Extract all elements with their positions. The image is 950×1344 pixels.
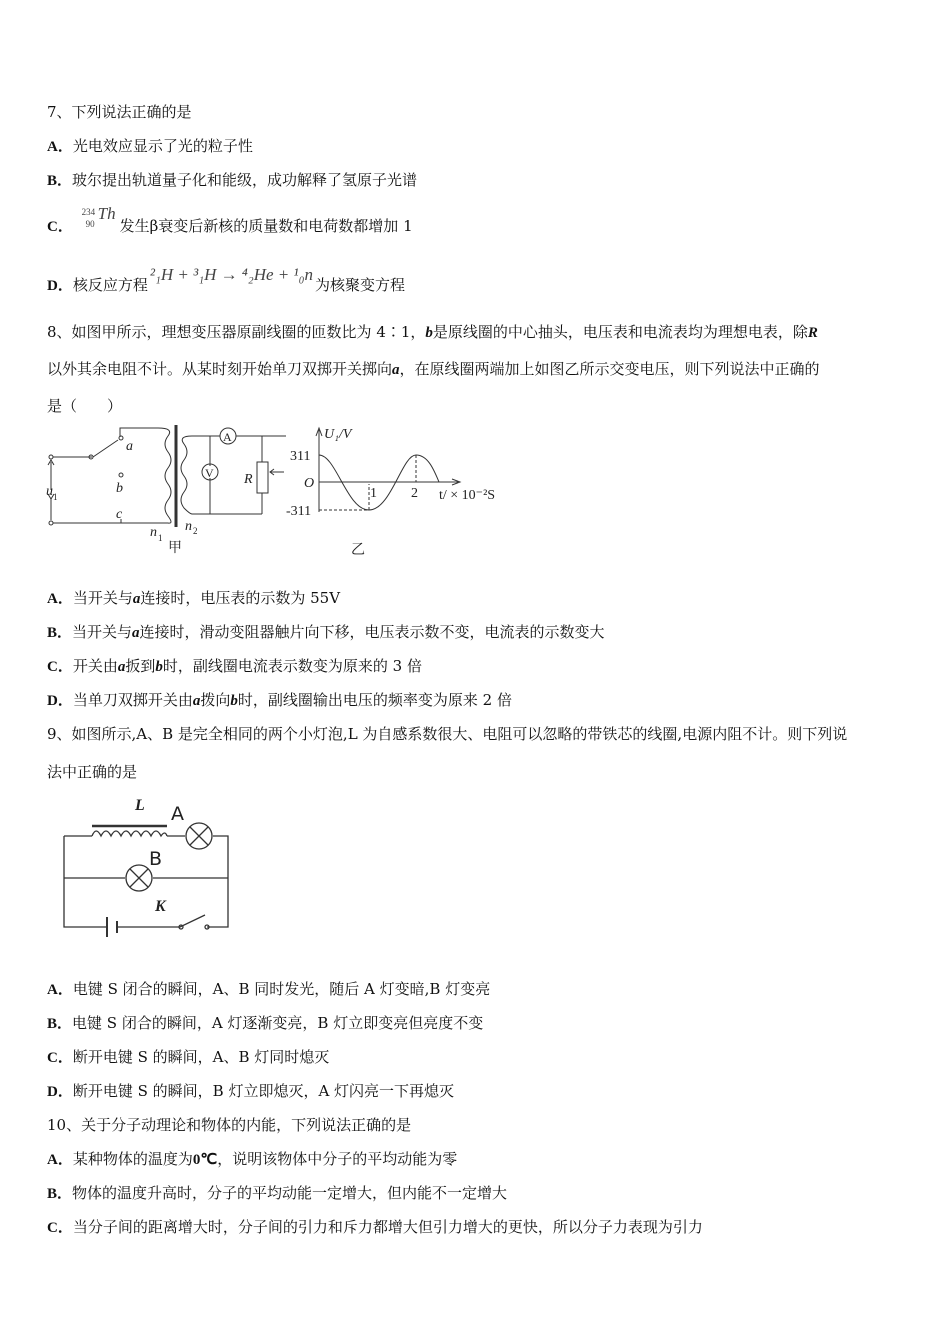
var: b xyxy=(230,693,238,709)
var: a xyxy=(132,591,141,607)
text: 连接时，滑动变阻器触片向下移，电压表示数不变，电流表的示数变大 xyxy=(139,623,605,641)
voltage-graph xyxy=(286,427,495,519)
option-letter: D． xyxy=(47,1084,73,1100)
caption-jia: 甲 xyxy=(168,541,182,556)
caption-yi: 乙 xyxy=(351,543,365,558)
thorium-nuclide xyxy=(78,204,120,236)
q8-option-a xyxy=(47,588,340,609)
q9-option-b xyxy=(47,1013,483,1034)
option-text: 核反应方程 xyxy=(72,276,148,294)
text: 连接时，电压表的示数为 55V xyxy=(140,589,341,607)
text: 当单刀双掷开关由 xyxy=(72,691,193,709)
text: 8、如图甲所示，理想变压器原副线圈的匝数比为 4∶1， xyxy=(47,323,426,341)
option-letter: A． xyxy=(47,139,73,155)
q8-stem-line1 xyxy=(47,322,818,343)
y-max-label: 311 xyxy=(290,449,311,464)
var: a xyxy=(117,659,126,675)
text: 开关由 xyxy=(72,657,118,675)
option-letter: C． xyxy=(47,1050,73,1066)
label-n2-sub: 2 xyxy=(193,526,198,536)
q10-option-c xyxy=(47,1217,703,1238)
option-text: 当分子间的距离增大时，分子间的引力和斥力都增大但引力增大的更快，所以分子力表现为引力 xyxy=(72,1218,703,1236)
q8-figure xyxy=(40,420,520,560)
inductor-coil xyxy=(92,831,167,836)
var: a xyxy=(132,625,140,641)
option-letter: C． xyxy=(47,659,73,675)
label-n2: n xyxy=(185,519,192,534)
option-letter: B． xyxy=(47,625,73,641)
option-letter: A． xyxy=(47,982,73,998)
origin-label: O xyxy=(304,476,315,491)
q7-option-d xyxy=(47,265,406,296)
q7-option-a xyxy=(47,136,253,157)
text: 某种物体的温度为 xyxy=(72,1150,193,1168)
q8-stem-line3: 是（ ） xyxy=(47,397,123,415)
text: 当开关与 xyxy=(72,623,133,641)
label-c: c xyxy=(116,507,123,522)
label-u1-sub: 1 xyxy=(53,492,58,502)
text: 时，副线圈输出电压的频率变为原来 2 倍 xyxy=(237,691,512,709)
option-letter: D． xyxy=(47,278,73,294)
option-letter: B． xyxy=(47,173,73,189)
option-text: 电键 S 闭合的瞬间，A、B 同时发光，随后 A 灯变暗,B 灯变亮 xyxy=(72,980,491,998)
label-n1: n xyxy=(150,525,157,540)
text: ，在原线圈两端加上如图乙所示交变电压，则下列说法中正确的 xyxy=(399,360,820,378)
q10-option-b xyxy=(47,1183,507,1204)
option-letter: C． xyxy=(47,219,73,235)
option-text: 断开电键 S 的瞬间，B 灯立即熄灭，A 灯闪亮一下再熄灭 xyxy=(72,1082,455,1100)
element-symbol: Th xyxy=(97,204,116,223)
label-u1: u xyxy=(46,484,53,499)
q10-stem: 10、关于分子动理论和物体的内能，下列说法正确的是 xyxy=(47,1116,412,1134)
text: 时，副线圈电流表示数变为原来的 3 倍 xyxy=(162,657,422,675)
option-letter: B． xyxy=(47,1016,73,1032)
label-l: L xyxy=(135,797,145,814)
q9-stem-line1: 9、如图所示,A、B 是完全相同的两个小灯泡,L 为自感系数很大、电阻可以忽略的带铁芯的线圈,电源内阻不计。则下列说 xyxy=(47,725,848,743)
value: 0℃ xyxy=(192,1152,218,1168)
q8-option-c xyxy=(47,656,422,677)
option-text: 为核聚变方程 xyxy=(315,276,406,294)
y-axis-label: U₁/V xyxy=(324,427,352,442)
q9-option-a xyxy=(47,979,490,1000)
q10-option-a xyxy=(47,1149,457,1170)
option-text: 光电效应显示了光的粒子性 xyxy=(72,137,253,155)
nuclear-equation: ²₁H + ³₁H → ⁴₂He + ¹₀n xyxy=(149,265,314,284)
label-n1-sub: 1 xyxy=(158,533,163,543)
label-a: a xyxy=(126,439,133,454)
label-b: B xyxy=(149,848,163,870)
q7-stem: 7、下列说法正确的是 xyxy=(47,103,192,121)
var: R xyxy=(807,325,818,341)
x-axis-label: t/ × 10⁻²S xyxy=(439,488,496,503)
voltmeter-icon: V xyxy=(205,466,214,480)
q9-option-c xyxy=(47,1047,329,1068)
label-b: b xyxy=(116,481,123,496)
mass-number: 234 xyxy=(81,207,96,217)
text: 当开关与 xyxy=(72,589,133,607)
q9-option-d xyxy=(47,1081,454,1102)
option-letter: D． xyxy=(47,693,73,709)
text: 扳到 xyxy=(125,657,156,675)
resistor-label: R xyxy=(244,472,253,487)
var: b xyxy=(425,325,433,341)
option-letter: C． xyxy=(47,1220,73,1236)
option-text: 发生β衰变后新核的质量数和电荷数都增加 1 xyxy=(119,217,413,235)
option-text: 断开电键 S 的瞬间，A、B 灯同时熄灭 xyxy=(72,1048,330,1066)
q9-stem-line2: 法中正确的是 xyxy=(47,763,138,781)
text: 是原线圈的中心抽头，电压表和电流表均为理想电表，除 xyxy=(432,323,808,341)
var: b xyxy=(155,659,163,675)
x-tick-2: 2 xyxy=(411,486,418,501)
q8-option-b xyxy=(47,622,605,643)
var: a xyxy=(192,693,201,709)
x-tick-1: 1 xyxy=(370,486,377,501)
q7-option-c xyxy=(47,204,413,237)
option-letter: B． xyxy=(47,1186,73,1202)
q8-stem-line2 xyxy=(47,359,820,380)
charge-number: 90 xyxy=(85,219,95,229)
option-text: 电键 S 闭合的瞬间，A 灯逐渐变亮，B 灯立即变亮但亮度不变 xyxy=(72,1014,484,1032)
option-text: 物体的温度升高时，分子的平均动能一定增大，但内能不一定增大 xyxy=(72,1184,508,1202)
label-a: A xyxy=(171,803,184,825)
label-k: K xyxy=(155,898,166,915)
y-min-label: -311 xyxy=(286,504,312,519)
text: 以外其余电阻不计。从某时刻开始单刀双掷开关掷向 xyxy=(47,360,393,378)
text: ，说明该物体中分子的平均动能为零 xyxy=(217,1150,458,1168)
ammeter-icon: A xyxy=(223,430,232,444)
battery-icon xyxy=(107,917,117,937)
option-text: 玻尔提出轨道量子化和能级，成功解释了氢原子光谱 xyxy=(72,171,418,189)
text: 拨向 xyxy=(200,691,231,709)
q7-option-b xyxy=(47,170,417,191)
q8-option-d xyxy=(47,690,512,711)
var: a xyxy=(392,362,400,378)
q9-circuit-figure xyxy=(55,790,245,955)
option-letter: A． xyxy=(47,591,73,607)
option-letter: A． xyxy=(47,1152,73,1168)
